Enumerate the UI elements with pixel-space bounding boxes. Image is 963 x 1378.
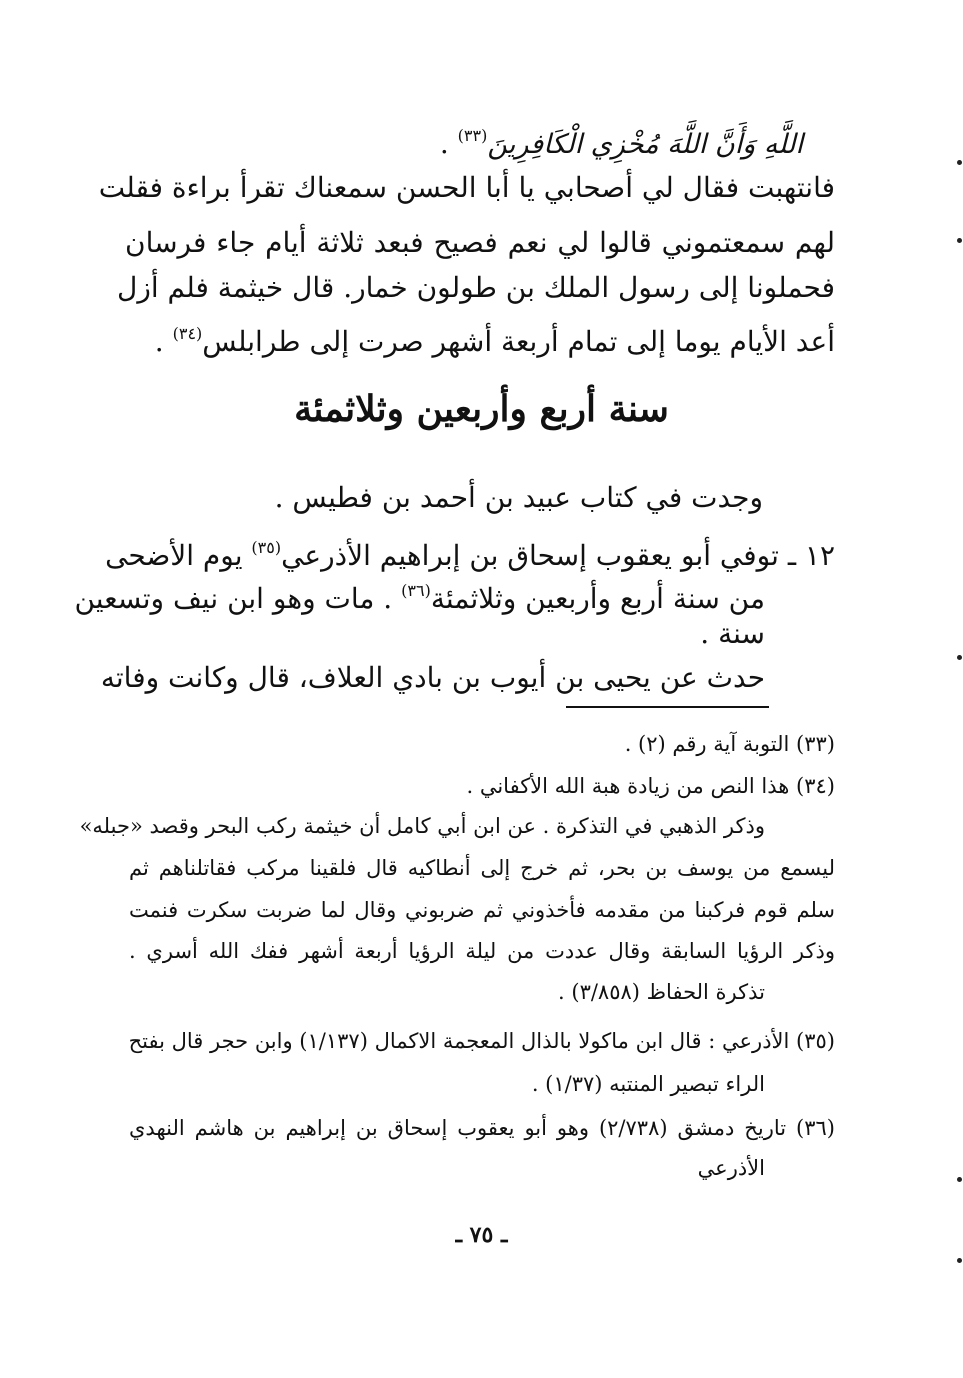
footnote-ref-36: (٣٦) xyxy=(401,581,431,600)
footnote-divider xyxy=(566,706,769,708)
scan-speck xyxy=(957,1177,962,1182)
footnote-ref-34: (٣٤) xyxy=(172,324,203,343)
entry-text: . مات وهو ابن نيف وتسعين xyxy=(74,582,393,615)
line-end-period: . xyxy=(154,325,164,358)
footnote-34 xyxy=(466,768,835,804)
footnote-33 xyxy=(625,726,835,762)
section-heading: سنة أربع وأربعين وثلاثمئة xyxy=(294,388,669,430)
footnote-36 xyxy=(129,1110,835,1146)
entry-text: حدث عن يحيى بن أيوب بن بادي العلاف، قال وكانت وفاته xyxy=(100,661,765,694)
footnote-34-line-6 xyxy=(558,974,765,1010)
main-text: فحملونا إلى رسول الملك بن طولون خمار. قال خيثمة فلم أزل xyxy=(117,271,835,304)
line-end-period: . xyxy=(439,127,449,160)
footnote-ref-33: (٣٣) xyxy=(457,126,488,145)
footnote-text: (٣٤) هذا النص من زيادة هبة الله الأكفاني . xyxy=(466,774,835,798)
quran-fragment: اللَّهِ وَأَنَّ اللَّهَ مُخْزِي الْكَافِرِينَ xyxy=(487,129,803,160)
footnote-text: تذكرة الحفاظ (٣/٨٥٨) . xyxy=(558,980,765,1004)
footnote-text: الأذرعي xyxy=(697,1156,765,1180)
main-line-2 xyxy=(98,160,835,216)
footnote-34-line-5 xyxy=(129,933,835,969)
footnote-text: (٣٥) الأذرعي : قال ابن ماكولا بالذال المعجمة الاكمال (١/١٣٧) وابن حجر قال بفتح xyxy=(128,1029,835,1053)
main-text: فانتهبت فقال لي أصحابي يا أبا الحسن سمعناك تقرأ براءة فقلت xyxy=(98,171,835,204)
footnote-36-line-2 xyxy=(698,1150,765,1186)
entry-text: ١٢ ـ توفي أبو يعقوب إسحاق بن إبراهيم الأذرعي xyxy=(281,539,835,572)
entry-intro xyxy=(275,470,763,526)
scan-speck xyxy=(957,160,962,165)
footnote-text: الراء تبصير المنتبه (١/٣٧) . xyxy=(531,1072,765,1096)
main-text: أعد الأيام يوما إلى تمام أربعة أشهر صرت إلى طرابلس xyxy=(202,325,835,358)
footnote-ref-35: (٣٥) xyxy=(251,538,282,557)
entry-line-2 xyxy=(74,563,765,627)
page-number: ـ ٧٥ ـ xyxy=(455,1222,508,1248)
main-line-5 xyxy=(155,306,835,370)
entry-text: من سنة أربع وأربعين وثلاثمئة xyxy=(430,582,765,615)
footnote-text: سلم قوم فركبنا من مقدمه فأخذوني ثم ضربوني وقال لما ضربت سكرت فنمت xyxy=(129,898,835,922)
scan-speck xyxy=(957,1258,962,1263)
footnote-34-line-2 xyxy=(79,808,765,844)
footnote-text: (٣٦) تاريخ دمشق (٢/٧٣٨) وهو أبو يعقوب إسحاق بن إبراهيم بن هاشم النهدي xyxy=(129,1116,835,1140)
footnote-35-line-2 xyxy=(532,1066,765,1102)
scan-speck xyxy=(957,238,962,243)
footnote-34-line-4 xyxy=(129,892,835,928)
entry-intro-text: وجدت في كتاب عبيد بن أحمد بن فطيس . xyxy=(274,481,763,514)
footnote-text: وذكر الذهبي في التذكرة . عن ابن أبي كامل أن خيثمة ركب البحر وقصد «جبله» xyxy=(79,814,765,838)
footnote-text: (٣٣) التوبة آية رقم (٢) . xyxy=(624,732,835,756)
entry-line-4 xyxy=(100,650,765,706)
footnote-35 xyxy=(129,1023,835,1059)
footnote-34-line-3 xyxy=(129,850,835,886)
entry-text: يوم الأضحى xyxy=(105,539,243,572)
entry-text: سنة . xyxy=(700,617,765,650)
main-text: لهم سمعتموني قالوا لي نعم فصيح فبعد ثلاثة أيام جاء فرسان xyxy=(125,226,835,259)
footnote-text: ليسمع من يوسف بن بحر، ثم خرج إلى أنطاكيه قال فلقينا مركب فقاتلناهم ثم xyxy=(129,856,835,880)
scan-speck xyxy=(957,655,962,660)
footnote-text: وذكر الرؤيا السابقة وقال عددت من ليلة الرؤيا أربعة أشهر ففك الله أسري . xyxy=(129,939,835,963)
